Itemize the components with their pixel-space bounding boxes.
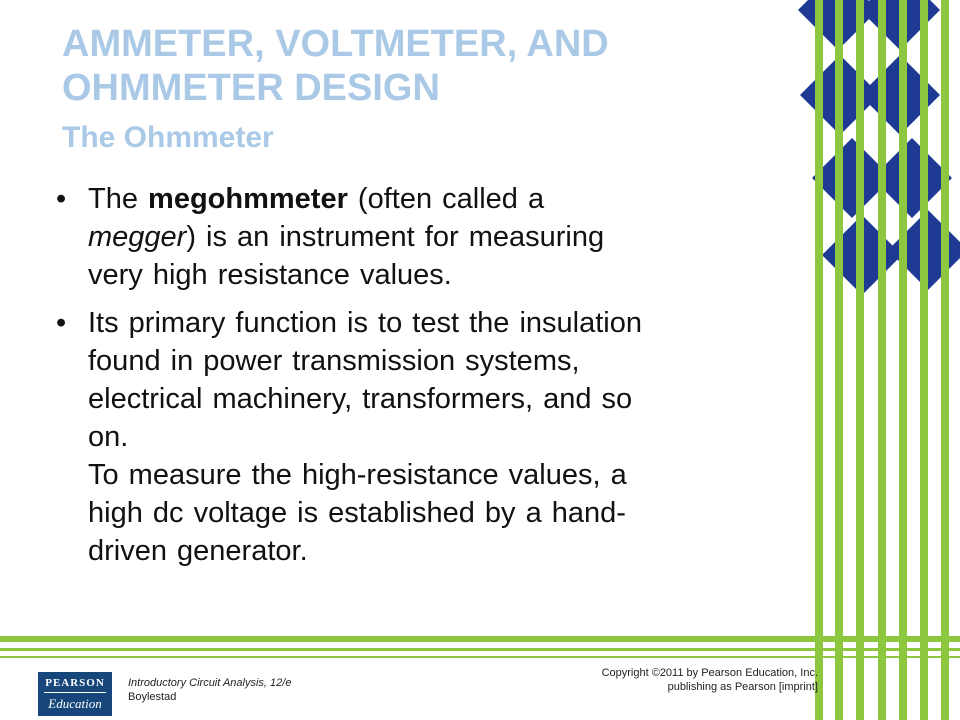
text-line: found in power transmission systems, [88,345,580,377]
bullet-list [56,180,786,580]
logo-wordmark: PEARSON [45,677,105,689]
bullet-dot: • [56,307,67,339]
slide-title: AMMETER, VOLTMETER, AND OHMMETER DESIGN [62,23,609,109]
text-line: To measure the high-resistance values, a [88,459,627,491]
green-stripe [899,0,907,720]
text-line: The megohmmeter (often called a [88,183,545,215]
bold-term: megohmmeter [148,183,348,215]
footer-copyright [602,666,818,694]
bullet-item-primary-function [56,304,786,570]
text-line: driven generator. [88,535,308,567]
bullet-item-megohmmeter [56,180,786,294]
publisher-text: publishing as Pearson [imprint] [667,681,818,693]
text-line: Its primary function is to test the insulation [88,307,642,339]
text-line: on. [88,421,129,453]
green-band [0,636,960,642]
italic-term: megger [88,221,187,253]
book-title: Introductory Circuit Analysis, 12/e [128,677,292,689]
green-stripe [941,0,949,720]
footer-book-info [128,676,291,704]
text-line: high dc voltage is established by a hand- [88,497,626,529]
text-line: megger) is an instrument for measuring [88,221,605,253]
pearson-logo [38,672,112,716]
green-stripe [815,0,823,720]
logo-divider [44,692,106,693]
green-stripe [856,0,864,720]
bullet-dot: • [56,183,67,215]
green-stripe [920,0,928,720]
copyright-text: Copyright ©2011 by Pearson Education, Inc. [601,667,818,679]
green-stripe [835,0,843,720]
text-line: very high resistance values. [88,259,452,291]
green-stripe [878,0,886,720]
vertical-green-stripes [815,0,949,720]
green-band [0,648,960,651]
logo-tagline: Education [48,696,102,711]
text-line: electrical machinery, transformers, and so [88,383,633,415]
slide-subtitle: The Ohmmeter [62,121,274,154]
green-band [0,656,960,658]
author: Boylestad [128,691,177,703]
